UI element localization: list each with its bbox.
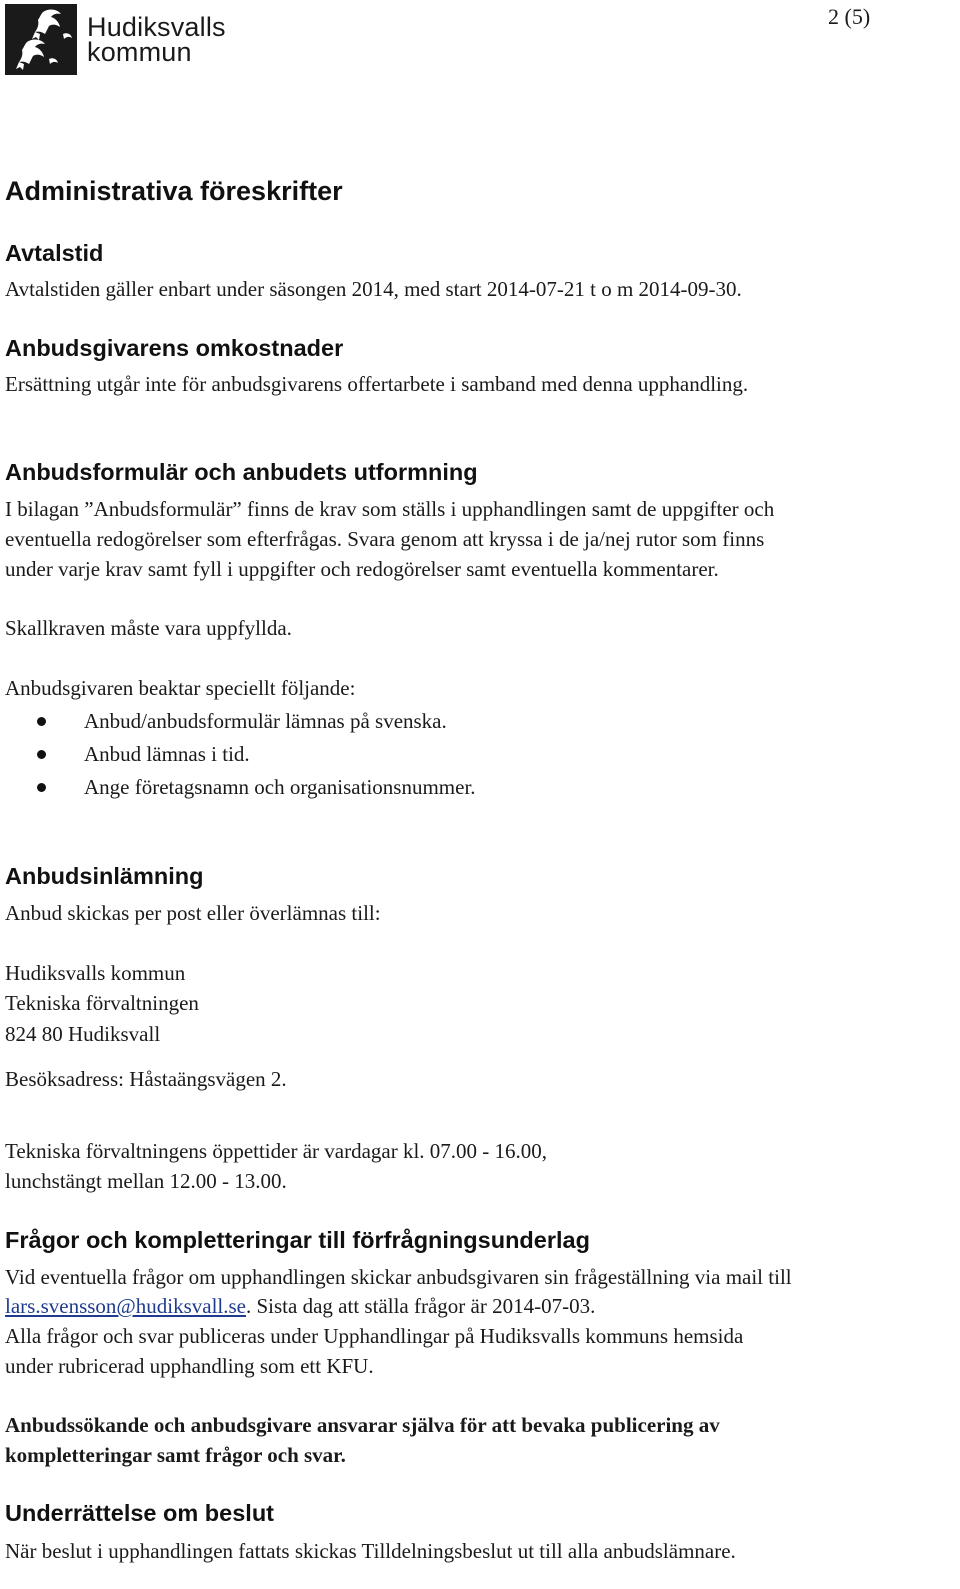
- opening-hours-line-1: Tekniska förvaltningens öppettider är vardagar kl. 07.00 - 16.00,: [5, 1139, 548, 1163]
- requirements-list: [5, 706, 952, 805]
- heading-avtalstid: Avtalstid: [5, 240, 104, 266]
- inlamning-intro: Anbud skickas per post eller överlämnas till:: [5, 901, 381, 925]
- bullet-icon: [37, 750, 46, 759]
- formular-line-3: under varje krav samt fyll i uppgifter och redogörelser samt eventuella kommentarer.: [5, 557, 719, 581]
- omkostnader-text: Ersättning utgår inte för anbudsgivarens offertarbete i samband med denna upphandling.: [5, 372, 749, 396]
- notice-bold-line-1: Anbudssökande och anbudsgivare ansvarar själva för att bevaka publicering av: [5, 1413, 720, 1437]
- email-link[interactable]: lars.svensson@hudiksvall.se: [5, 1294, 246, 1318]
- page-number: 2 (5): [828, 4, 871, 29]
- fragor-line-3: Alla frågor och svar publiceras under Upphandlingar på Hudiksvalls kommuns hemsida: [5, 1324, 744, 1348]
- list-item: [5, 739, 952, 772]
- address-line-1: Hudiksvalls kommun: [5, 961, 186, 985]
- bullet-icon: [37, 783, 46, 792]
- list-item: [5, 706, 952, 739]
- heading-omkostnader: Anbudsgivarens omkostnader: [5, 335, 344, 361]
- skallkrav-text: Skallkraven måste vara uppfyllda.: [5, 616, 292, 640]
- list-item-label: Ange företagsnamn och organisationsnummer.: [84, 775, 476, 799]
- heading-anbudsformular: Anbudsformulär och anbudets utformning: [5, 459, 478, 485]
- fragor-line-2: [5, 1291, 952, 1321]
- address-line-2: Tekniska förvaltningen: [5, 991, 199, 1015]
- heading-anbudsinlamning: Anbudsinlämning: [5, 863, 204, 889]
- heading-beslut: Underrättelse om beslut: [5, 1500, 275, 1526]
- hudiksvall-logo: [5, 4, 226, 75]
- beslut-text: När beslut i upphandlingen fattats skickas Tilldelningsbeslut ut till alla anbudslämnare.: [5, 1539, 736, 1563]
- fragor-line-4: under rubricerad upphandling som ett KFU.: [5, 1354, 374, 1378]
- fragor-line-1: Vid eventuella frågor om upphandlingen skickar anbudsgivaren sin frågeställning via mail till: [5, 1265, 792, 1289]
- address-line-3: 824 80 Hudiksvall: [5, 1022, 161, 1046]
- page-title: Administrativa föreskrifter: [5, 176, 343, 206]
- list-item: [5, 772, 952, 805]
- heading-fragor: Frågor och kompletteringar till förfrågningsunderlag: [5, 1227, 590, 1253]
- logo-line-1: Hudiksvalls: [87, 11, 226, 42]
- list-item-label: Anbud/anbudsformulär lämnas på svenska.: [84, 709, 447, 733]
- avtalstid-text: Avtalstiden gäller enbart under säsongen 2014, med start 2014-07-21 t o m 2014-09-30.: [5, 277, 742, 301]
- opening-hours-line-2: lunchstängt mellan 12.00 - 13.00.: [5, 1169, 287, 1193]
- bullet-icon: [37, 717, 46, 726]
- logo-wordmark: [87, 11, 226, 67]
- beaktar-text: Anbudsgivaren beaktar speciellt följande:: [5, 676, 356, 700]
- visiting-address: Besöksadress: Håstaängsvägen 2.: [5, 1067, 287, 1091]
- formular-line-2: eventuella redogörelser som efterfrågas. Svara genom att kryssa i de ja/nej rutor som finns: [5, 527, 765, 551]
- goat-emblem-icon: [5, 4, 77, 75]
- fragor-line-2-rest: . Sista dag att ställa frågor är 2014-07-03.: [246, 1294, 596, 1318]
- list-item-label: Anbud lämnas i tid.: [84, 742, 250, 766]
- formular-line-1: I bilagan ”Anbudsformulär” finns de krav som ställs i upphandlingen samt de uppgifter och: [5, 497, 775, 521]
- notice-bold-line-2: kompletteringar samt frågor och svar.: [5, 1443, 346, 1467]
- logo-line-2: kommun: [87, 36, 192, 67]
